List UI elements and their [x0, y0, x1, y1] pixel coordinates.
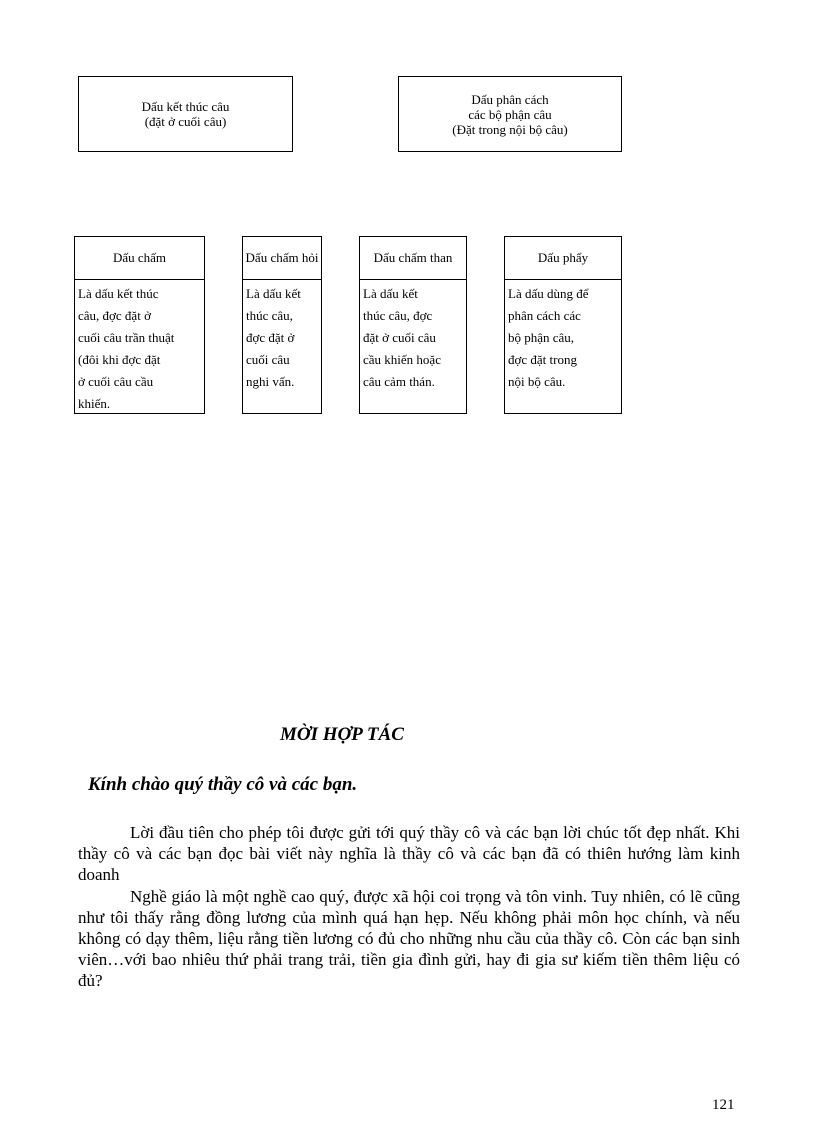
exclamation-mark-column: [359, 236, 467, 414]
page-title: MỜI HỢP TÁC: [280, 724, 404, 745]
column-header: Dấu phẩy: [505, 237, 621, 280]
box-line: Dấu phân cách: [471, 91, 549, 107]
page-number: 121: [712, 1097, 735, 1113]
box-line: (Đặt trong nội bộ câu): [452, 121, 568, 137]
period-column: [74, 236, 205, 414]
column-header: Dấu chấm: [75, 237, 204, 280]
column-header: Dấu chấm hỏi: [243, 237, 321, 280]
column-header: Dấu chấm than: [360, 237, 466, 280]
separator-box: [398, 76, 622, 152]
paragraph: Lời đầu tiên cho phép tôi được gửi tới quý thầy cô và các bạn lời chúc tốt đẹp nhất. Khi thầy cô và các bạn đọc bài viết này nghĩa là thầy cô và các bạn đã có thiên hướng làm kinh doanh: [78, 823, 740, 884]
paragraph: Nghề giáo là một nghề cao quý, được xã hội coi trọng và tôn vinh. Tuy nhiên, có lẽ cũng như tôi thấy rằng đồng lương của mình quá hạn hẹp. Nếu không phải môn học chính, và nếu không có dạy thêm, liệu rằng tiền lương có đủ cho những nhu cầu của thầy cô. Còn các bạn sinh viên…với bao nhiêu thứ phải trang trải, tiền gia đình gửi, hay đi gia sư kiếm tiền thêm liệu có đủ?: [78, 887, 740, 990]
box-line: Dấu kết thúc câu: [141, 99, 230, 114]
end-of-sentence-box: [78, 76, 293, 152]
column-body: Là dấu kết thúc câu, đợc đặt ở cuối câu nghi vấn.: [246, 286, 301, 389]
box-line: (đặt ở cuối câu): [144, 114, 227, 129]
column-body: Là dấu kết thúc câu, đợc đặt ở cuối câu trần thuật (đôi khi đợc đặt ở cuối câu cầu khiến.: [78, 286, 175, 411]
column-body: Là dấu dùng để phân cách các bộ phận câu, đợc đặt trong nội bộ câu.: [508, 286, 589, 389]
comma-column: [504, 236, 622, 414]
question-mark-column: [242, 236, 322, 414]
box-line: các bộ phận câu: [468, 106, 552, 122]
greeting: Kính chào quý thầy cô và các bạn.: [88, 774, 358, 795]
column-body: Là dấu kết thúc câu, đợc đặt ở cuối câu cầu khiến hoặc câu cảm thán.: [363, 286, 441, 389]
